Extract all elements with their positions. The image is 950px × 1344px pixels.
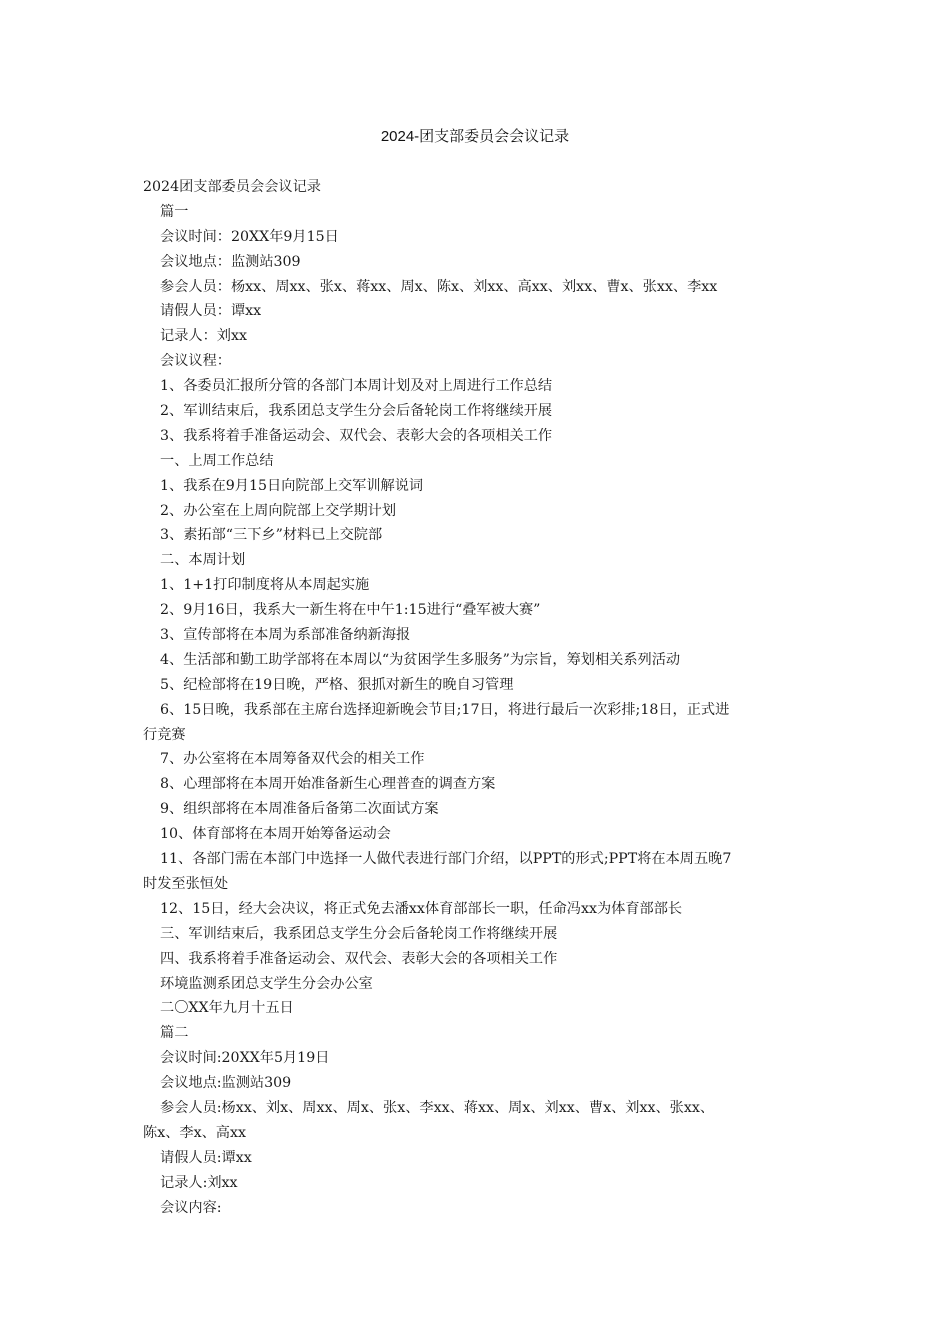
document-line: 请假人员：谭xx — [160, 303, 262, 320]
document-line: 一、上周工作总结 — [160, 452, 274, 469]
document-line: 二、本周计划 — [160, 552, 246, 569]
document-line: 四、我系将着手准备运动会、双代会、表彰大会的各项相关工作 — [160, 950, 558, 967]
document-line: 请假人员:谭xx — [160, 1149, 252, 1166]
document-line: 2、军训结束后，我系团总支学生分会后备轮岗工作将继续开展 — [160, 403, 553, 420]
document-title: 2024-团支部委员会会议记录 — [380, 128, 570, 145]
document-line: 3、宣传部将在本周为系部准备纳新海报 — [160, 627, 411, 644]
document-line: 会议地点：监测站309 — [160, 253, 301, 270]
document-body — [143, 175, 808, 1220]
document-line: 会议地点:监测站309 — [160, 1075, 292, 1092]
document-line: 5、纪检部将在19日晚，严格、狠抓对新生的晚自习管理 — [160, 676, 514, 693]
document-line: 1、1+1打印制度将从本周起实施 — [160, 577, 370, 594]
document-line: 7、办公室将在本周筹备双代会的相关工作 — [160, 751, 425, 768]
document-line: 4、生活部和勤工助学部将在本周以“为贫困学生多服务”为宗旨，筹划相关系列活动 — [160, 651, 681, 668]
document-line: 陈x、李x、高xx — [143, 1124, 246, 1141]
document-line: 2024团支部委员会会议记录 — [143, 179, 321, 195]
document-line: 11、各部门需在本部门中选择一人做代表进行部门介绍，以PPT的形式;PPT将在本周五晚7 — [160, 851, 732, 868]
document-line: 三、军训结束后，我系团总支学生分会后备轮岗工作将继续开展 — [160, 925, 558, 942]
document-line: 3、我系将着手准备运动会、双代会、表彰大会的各项相关工作 — [160, 427, 553, 444]
document-line: 8、心理部将在本周开始准备新生心理普查的调查方案 — [160, 776, 496, 793]
document-line: 2、办公室在上周向院部上交学期计划 — [160, 502, 397, 519]
document-line: 1、各委员汇报所分管的各部门本周计划及对上周进行工作总结 — [160, 378, 553, 395]
document-line: 10、体育部将在本周开始筹备运动会 — [160, 826, 391, 843]
document-line: 参会人员:杨xx、刘x、周xx、周x、张x、李xx、蒋xx、周x、刘xx、曹x、刘xx、张xx、 — [160, 1099, 715, 1116]
document-line: 时发至张恒处 — [143, 875, 229, 892]
document-line: 3、素拓部“三下乡”材料已上交院部 — [160, 527, 383, 544]
document-line: 9、组织部将在本周准备后备第二次面试方案 — [160, 801, 439, 818]
document-line: 篇一 — [160, 203, 189, 220]
document-line: 参会人员：杨xx、周xx、张x、蒋xx、周x、陈x、刘xx、高xx、刘xx、曹x、张xx、李xx — [160, 278, 718, 295]
document-line: 2、9月16日，我系大一新生将在中午1:15进行“叠军被大赛” — [160, 602, 541, 619]
document-line: 会议时间:20XX年5月19日 — [160, 1050, 330, 1067]
document-line: 二〇XX年九月十五日 — [160, 1000, 294, 1017]
document-line: 会议议程： — [160, 353, 231, 370]
document-line: 记录人:刘xx — [160, 1174, 238, 1191]
document-line: 记录人：刘xx — [160, 328, 247, 345]
document-line: 行竞赛 — [143, 726, 186, 743]
document-line: 会议内容: — [160, 1199, 222, 1216]
document-line: 篇二 — [160, 1025, 189, 1042]
document-line: 环境监测系团总支学生分会办公室 — [160, 975, 373, 992]
document-line: 12、15日，经大会决议，将正式免去潘xx体育部部长一职，任命冯xx为体育部部长 — [160, 900, 683, 917]
document-line: 1、我系在9月15日向院部上交军训解说词 — [160, 477, 424, 494]
document-line: 6、15日晚，我系部在主席台选择迎新晚会节目;17日，将进行最后一次彩排;18日，正式进 — [160, 701, 730, 718]
document-line: 会议时间：20XX年9月15日 — [160, 228, 339, 245]
